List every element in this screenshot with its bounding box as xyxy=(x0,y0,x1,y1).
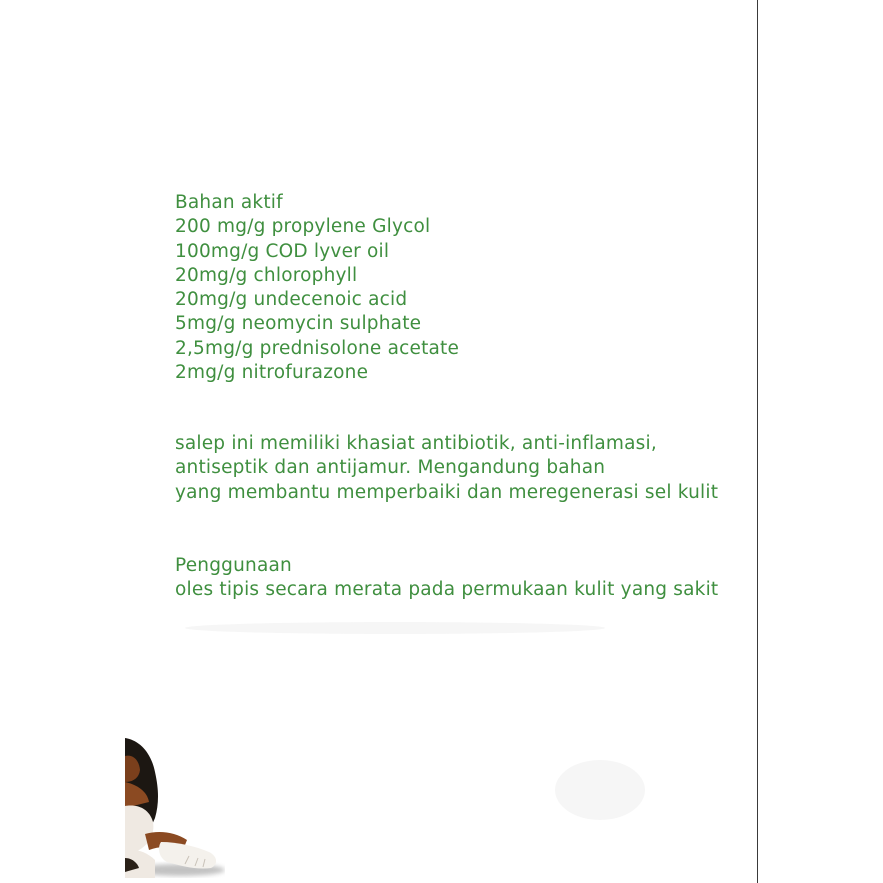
ingredient-item: 20mg/g undecenoic acid xyxy=(175,289,408,311)
background-smudge xyxy=(185,622,605,634)
ingredient-item: 20mg/g chlorophyll xyxy=(175,264,358,286)
description-line: salep ini memiliki khasiat antibiotik, anti-inflamasi, xyxy=(175,433,657,454)
ingredient-item: 5mg/g neomycin sulphate xyxy=(175,313,422,335)
ingredients-heading: Bahan aktif xyxy=(175,192,283,213)
ingredient-item: 200 mg/g propylene Glycol xyxy=(175,216,431,238)
description-line: antiseptik dan antijamur. Mengandung bahan xyxy=(175,457,606,479)
usage-heading: Penggunaan xyxy=(175,555,292,576)
ingredient-item: 2mg/g nitrofurazone xyxy=(175,362,369,384)
background-smudge xyxy=(555,760,645,820)
description-section xyxy=(175,432,718,505)
dog-icon xyxy=(125,738,225,878)
usage-section xyxy=(175,554,718,603)
ingredient-item: 2,5mg/g prednisolone acetate xyxy=(175,337,460,359)
ingredients-section xyxy=(175,191,459,385)
document-page xyxy=(125,0,758,883)
description-line: yang membantu memperbaiki dan meregenerasi sel kulit xyxy=(175,481,719,503)
ingredients-list xyxy=(175,215,459,385)
ingredient-item: 100mg/g COD lyver oil xyxy=(175,240,390,262)
usage-text: oles tipis secara merata pada permukaan kulit yang sakit xyxy=(175,579,719,601)
